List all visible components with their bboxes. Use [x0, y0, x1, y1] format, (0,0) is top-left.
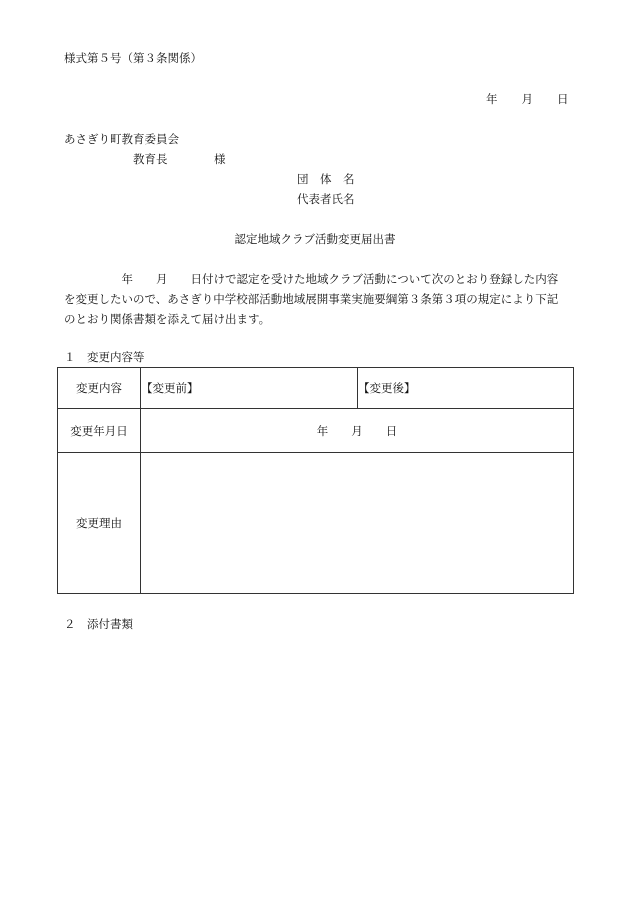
- date-day: 日: [557, 92, 569, 106]
- before-change-label: 【変更前】: [141, 381, 199, 395]
- table-row-change-reason: [58, 453, 574, 594]
- change-content-label: 変更内容: [58, 368, 141, 409]
- change-reason-label: 変更理由: [58, 453, 141, 594]
- date-month: 月: [521, 92, 533, 106]
- body-line-3: のとおり関係書類を添えて届け出ます。: [64, 312, 271, 326]
- section-2-heading: ２ 添付書類: [64, 617, 133, 631]
- change-reason-field[interactable]: [141, 453, 574, 594]
- representative-name-label: 代表者氏名: [297, 192, 355, 206]
- after-change-field[interactable]: [358, 368, 574, 409]
- change-date-field[interactable]: 年 月 日: [141, 409, 574, 453]
- form-number: 様式第５号（第３条関係）: [64, 51, 202, 65]
- body-line-2: を変更したいので、あさぎり中学校部活動地域展開事業実施要綱第３条第３項の規定により下記: [64, 292, 559, 306]
- before-change-field[interactable]: [141, 368, 358, 409]
- change-details-table: [57, 367, 574, 594]
- change-date-label: 変更年月日: [58, 409, 141, 453]
- document-title: 認定地域クラブ活動変更届出書: [234, 232, 396, 246]
- table-row-change-content: [58, 368, 574, 409]
- body-paragraph: [64, 269, 576, 329]
- after-change-label: 【変更後】: [358, 381, 416, 395]
- submission-date: [486, 91, 569, 107]
- addressee-honorific: 様: [214, 152, 226, 166]
- group-name-label: 団 体 名: [297, 172, 355, 186]
- body-line-1: 年 月 日付けで認定を受けた地域クラブ活動について次のとおり登録した内容: [64, 272, 559, 286]
- addressee-board: あさぎり町教育委員会: [64, 132, 179, 146]
- section-1-heading: １ 変更内容等: [64, 350, 145, 364]
- addressee-title: 教育長: [133, 152, 168, 166]
- date-year: 年: [486, 92, 498, 106]
- table-row-change-date: [58, 409, 574, 453]
